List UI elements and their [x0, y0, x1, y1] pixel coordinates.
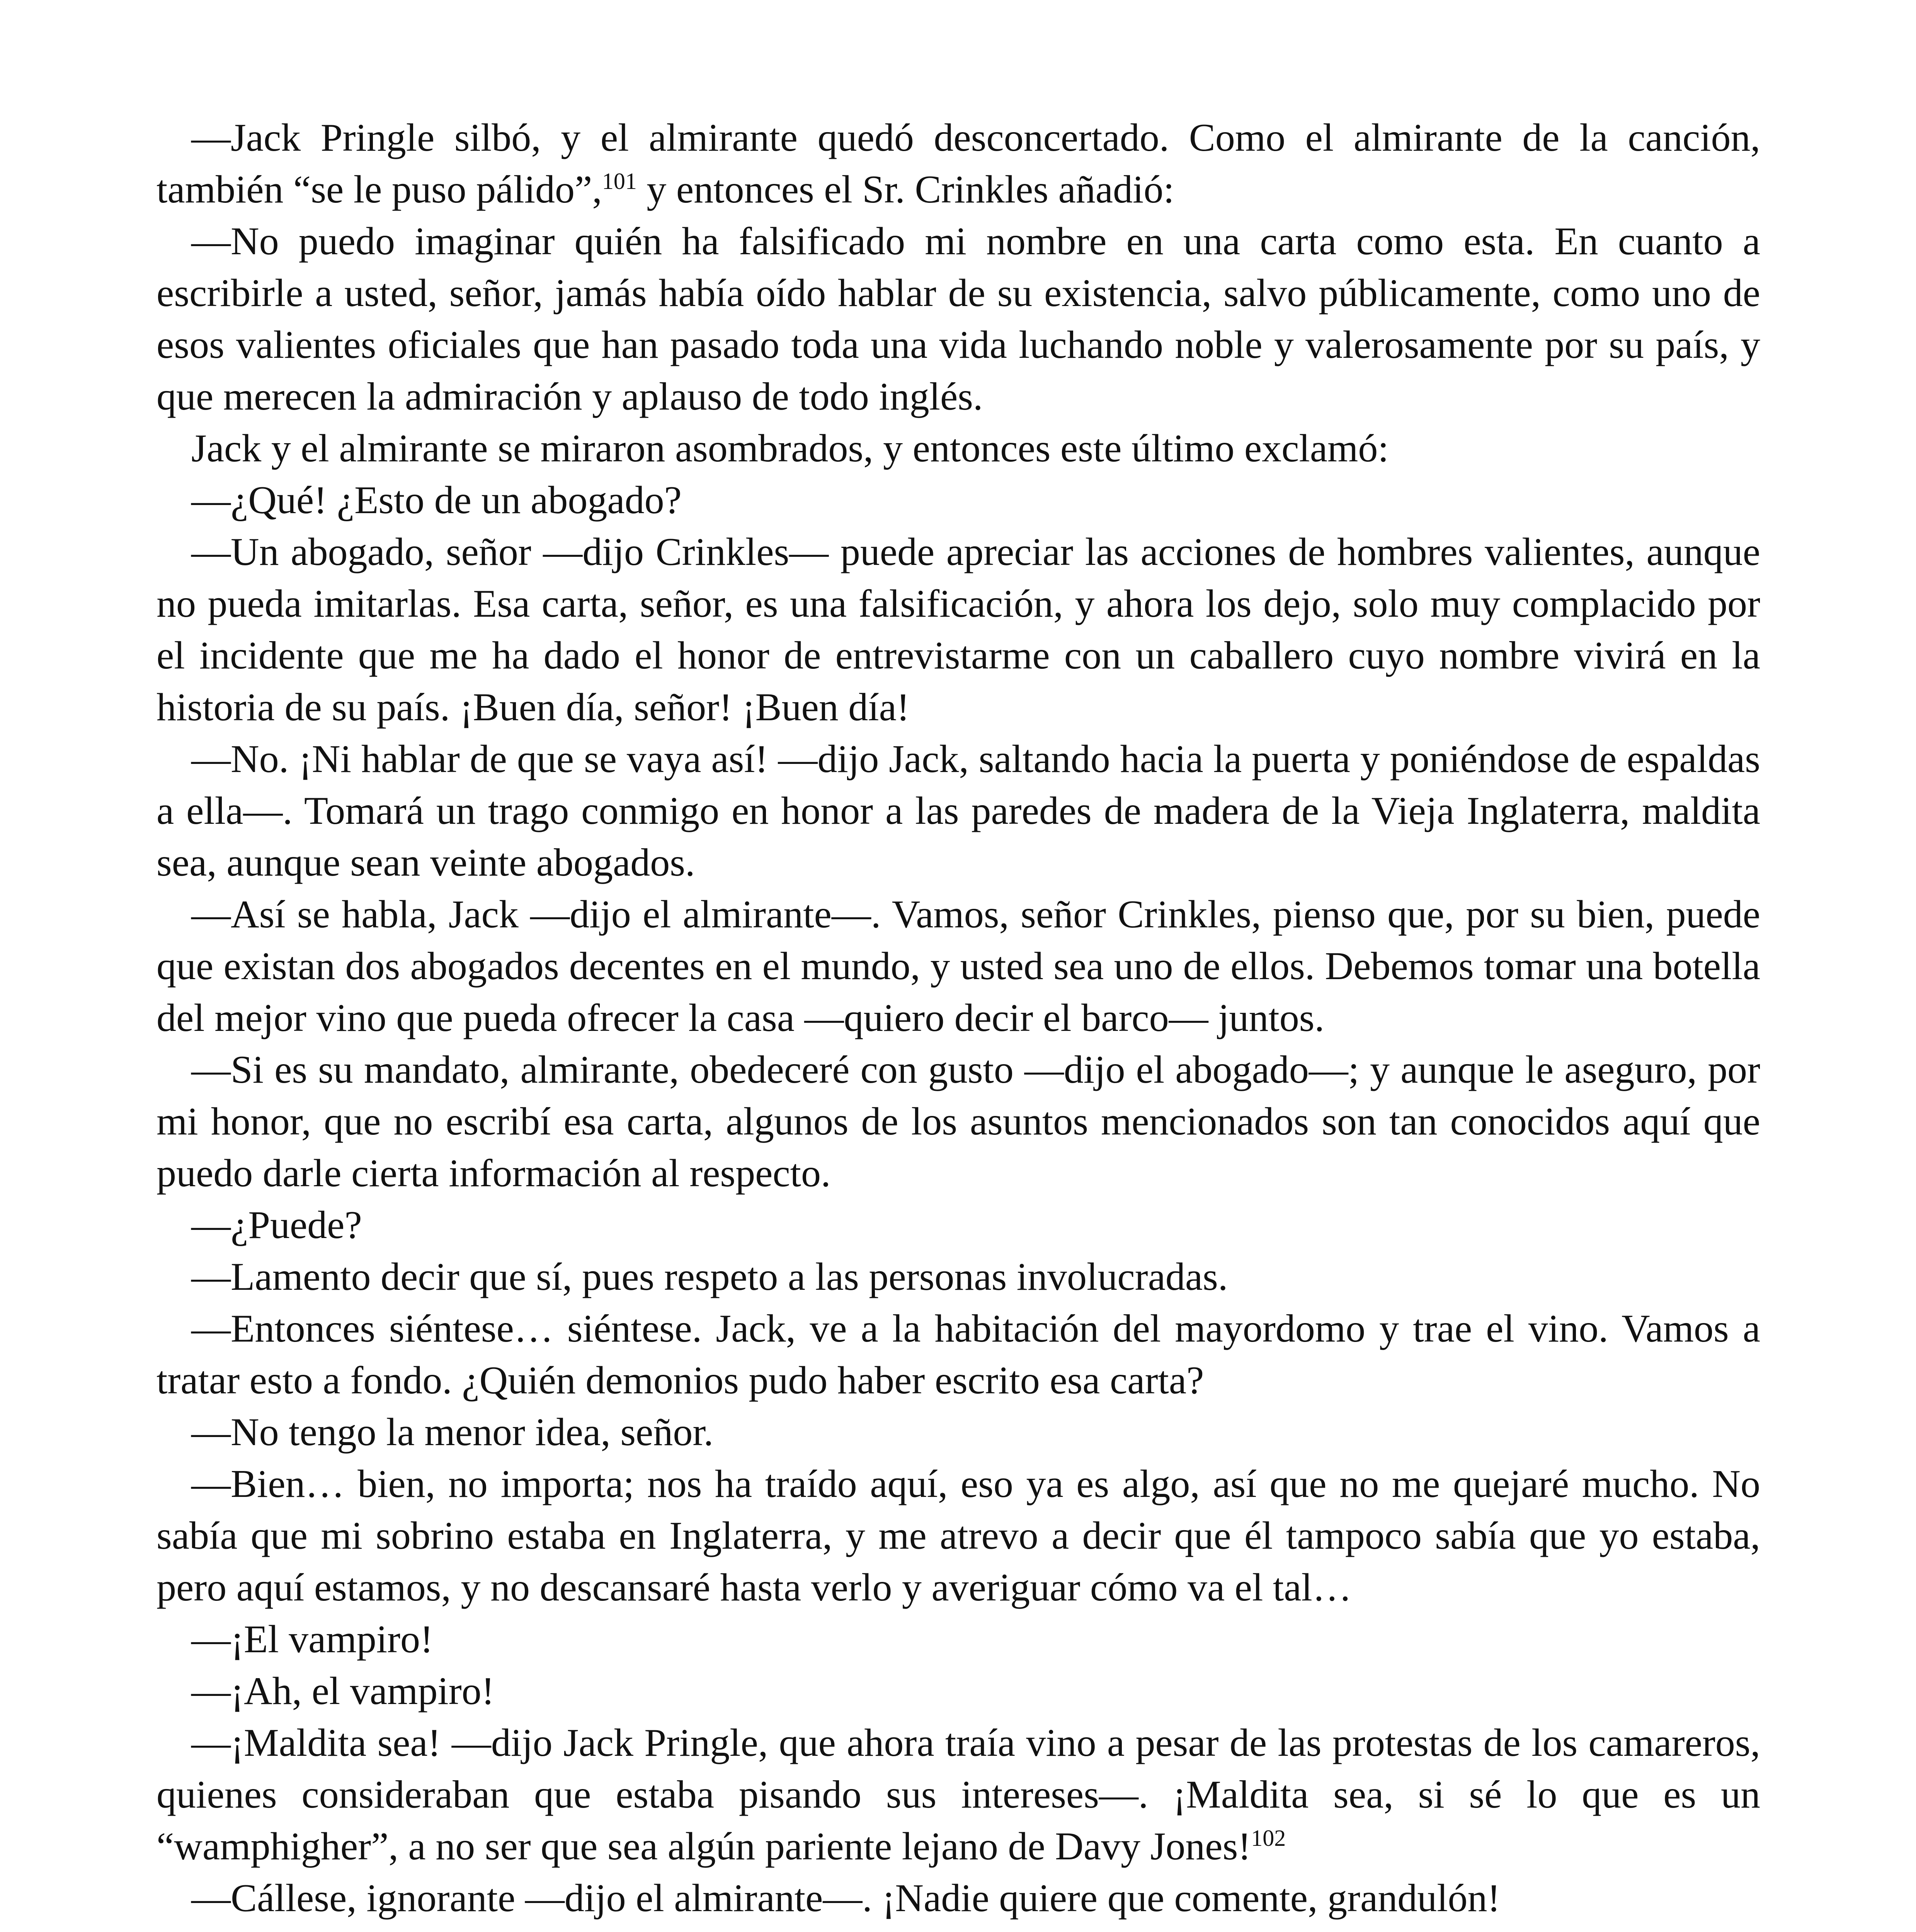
body-text: [157, 112, 1760, 1924]
paragraph: —Entonces siéntese… siéntese. Jack, ve a la habitación del mayordomo y trae el vino. Vamos a tratar esto a fondo. ¿Quién demonios pudo haber escrito esa carta?: [157, 1307, 1760, 1402]
paragraph: —No. ¡Ni hablar de que se vaya así! —dijo Jack, saltando hacia la puerta y poniéndose de espaldas a ella—. Tomará un trago conmigo en honor a las paredes de madera de la Vieja Inglaterra, maldita sea, aunque sean veinte abogados.: [157, 737, 1760, 884]
paragraph: —No puedo imaginar quién ha falsificado mi nombre en una carta como esta. En cuanto a escribirle a usted, señor, jamás había oído hablar de su existencia, salvo públicamente, como uno de esos valientes oficiales que han pasado toda una vida luchando noble y valerosamente por su país, y que merecen la admiración y aplauso de todo inglés.: [157, 219, 1760, 418]
paragraph: —Bien… bien, no importa; nos ha traído aquí, eso ya es algo, así que no me quejaré mucho. No sabía que mi sobrino estaba en Inglaterra, y me atrevo a decir que él tampoco sabía que yo estaba, pero aquí estamos, y no descansaré hasta verlo y averiguar cómo va el tal…: [157, 1462, 1760, 1609]
paragraph: —Así se habla, Jack —dijo el almirante—. Vamos, señor Crinkles, pienso que, por su bien, puede que existan dos abogados decentes en el mundo, y usted sea uno de ellos. Debemos tomar una botella del mejor vino que pueda ofrecer la casa —quiero decir el barco— juntos.: [157, 893, 1760, 1040]
paragraph: —¡Maldita sea! —dijo Jack Pringle, que ahora traía vino a pesar de las protestas de los camareros, quienes consideraban que estaba pisando sus intereses—. ¡Maldita sea, si sé lo que es un “wamphigher”, a no ser que sea algún pariente lejano de Davy Jones!$^{102}$: [157, 1721, 1760, 1868]
paragraph: Jack y el almirante se miraron asombrados, y entonces este último exclamó:: [191, 427, 1389, 470]
paragraph: —¡Ah, el vampiro!: [191, 1669, 495, 1713]
footnote-ref-101[interactable]: 101: [602, 168, 637, 194]
paragraph: —Jack Pringle silbó, y el almirante quedó desconcertado. Como el almirante de la canción, también “se le puso pálido”,$^{101}$ y entonces el Sr. Crinkles añadió:: [157, 116, 1760, 211]
paragraph: —Cállese, ignorante —dijo el almirante—. ¡Nadie quiere que comente, grandulón!: [191, 1876, 1501, 1920]
paragraph: —¡El vampiro!: [191, 1617, 433, 1661]
paragraph: —Si es su mandato, almirante, obedeceré con gusto —dijo el abogado—; y aunque le aseguro, por mi honor, que no escribí esa carta, algunos de los asuntos mencionados son tan conocidos aquí que puedo darle cierta información al respecto.: [157, 1048, 1760, 1195]
paragraph: —Un abogado, señor —dijo Crinkles— puede apreciar las acciones de hombres valientes, aunque no pueda imitarlas. Esa carta, señor, es una falsificación, y ahora los dejo, solo muy complacido por el incidente que me ha dado el honor de entrevistarme con un caballero cuyo nombre vivirá en la historia de su país. ¡Buen día, señor! ¡Buen día!: [157, 530, 1760, 729]
page-content: [157, 112, 1760, 1932]
paragraph: —¿Puede?: [191, 1203, 362, 1247]
footnote-ref-102[interactable]: 102: [1251, 1825, 1286, 1851]
paragraph: —Lamento decir que sí, pues respeto a las personas involucradas.: [191, 1255, 1228, 1299]
paragraph: —No tengo la menor idea, señor.: [191, 1410, 714, 1454]
paragraph: —¿Qué! ¿Esto de un abogado?: [191, 478, 682, 522]
